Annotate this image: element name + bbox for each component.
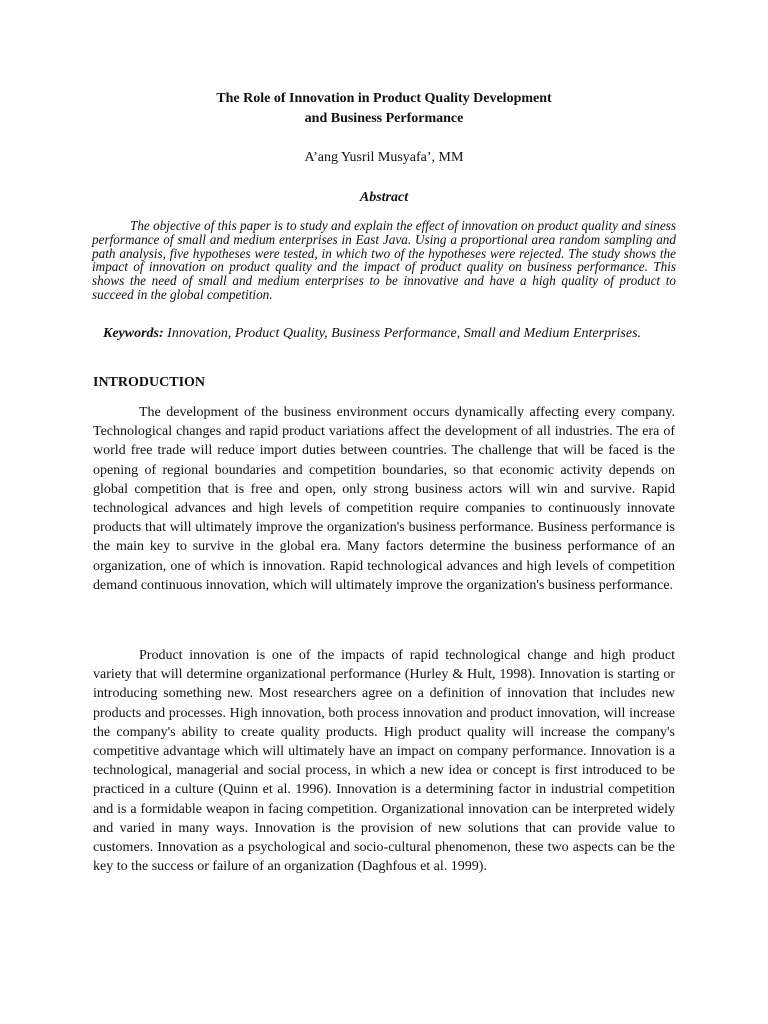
keywords-text: Innovation, Product Quality, Business Performance, Small and Medium Enterprises. (167, 326, 642, 341)
keywords (103, 326, 746, 342)
abstract-text: The objective of this paper is to study and explain the effect of innovation on product quality and siness performance of small and medium enterprises in East Java. Using a proportional area random sampling and path analysis, five hypotheses were tested, in which two of the hypotheses were rejected. The study shows the impact of innovation on product quality and the impact of product quality on business performance. This shows the need of small and medium enterprises to be innovative and have a high quality of product to succeed in the global competition. (92, 218, 676, 302)
introduction-paragraph-2: Product innovation is one of the impacts of rapid technological change and high product variety that will determine organizational performance (Hurley & Hult, 1998). Innovation is starting or introducing something new. Most researchers agree on a definition of innovation that includes new products and processes. High innovation, both process innovation and product innovation, will increase the company's ability to create quality products. High product quality will increase the company's competitive advantage which will ultimately have an impact on company performance. Innovation is a technological, managerial and social process, in which a new idea or concept is first introduced to be practiced in a culture (Quinn et al. 1996). Innovation is a determining factor in industrial competition and is a formidable weapon in facing competition. Organizational innovation can be interpreted widely and varied in many ways. Innovation is the provision of new solutions that can provide value to customers. Innovation as a psychological and socio-cultural phenomenon, these two aspects can be the key to the success or failure of an organization (Daghfous et al. 1999). (93, 648, 675, 875)
abstract-heading: Abstract (359, 190, 409, 205)
paper-title-line-2: and Business Performance (304, 111, 464, 126)
introduction-paragraph-1: The development of the business environment occurs dynamically affecting every company. Technological changes and rapid product variations affect the development of all industries. The era of world free trade will reduce import duties between countries. The challenge that will be faced is the opening of regional boundaries and competition boundaries, so that economic activity depends on global competition that is free and open, only strong business actors will win and survive. Rapid technological advances and high levels of competition require companies to continuously innovate products that will ultimately improve the organization's business performance. Business performance is the main key to survive in the global era. Many factors determine the business performance of an organization, one of which is innovation. Rapid technological advances and high levels of competition demand continuous innovation, which will ultimately improve the organization's business performance. (93, 405, 675, 593)
section-heading-introduction: INTRODUCTION (93, 375, 206, 390)
keywords-label: Keywords: (103, 326, 164, 341)
paper-title-line-1: The Role of Innovation in Product Quality Development (216, 91, 552, 106)
author-name: A’ang Yusril Musyafa’, MM (304, 150, 464, 165)
